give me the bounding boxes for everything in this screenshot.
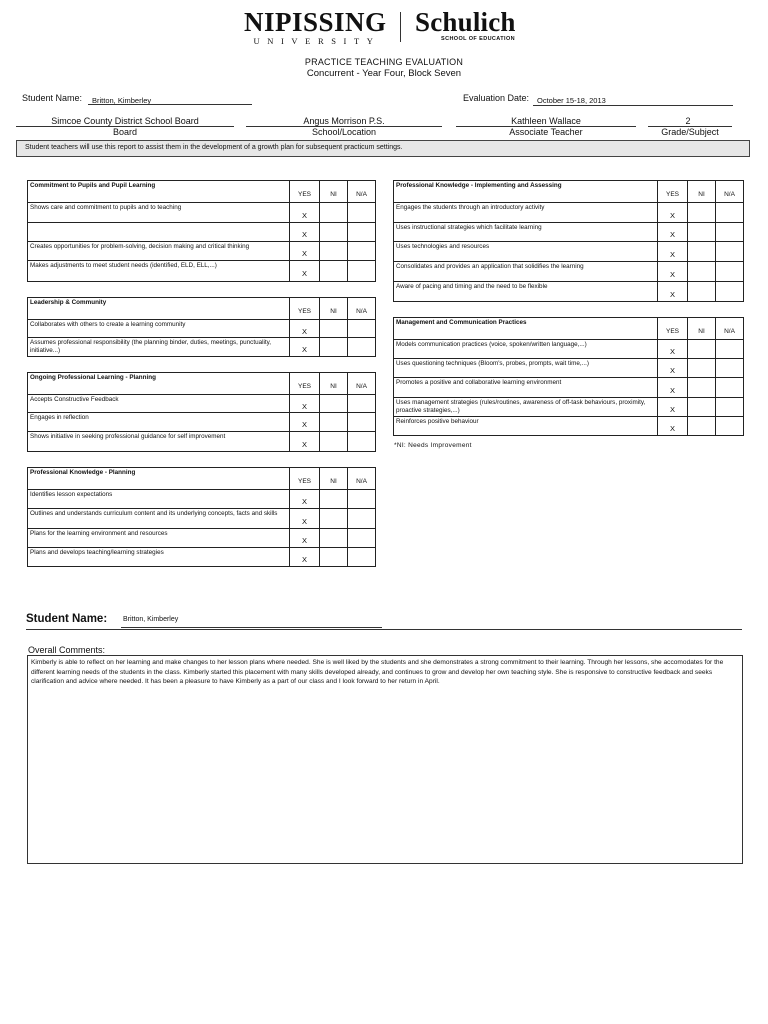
- table-header-row: [28, 373, 376, 395]
- column-header-ni: NI: [688, 181, 716, 203]
- rating-cell-na[interactable]: [348, 509, 376, 529]
- rating-cell-na[interactable]: [716, 262, 744, 282]
- rating-cell-na[interactable]: [716, 378, 744, 398]
- rating-cell-na[interactable]: [348, 529, 376, 548]
- rating-cell-ni[interactable]: [320, 432, 348, 452]
- rating-cell-ni[interactable]: [688, 359, 716, 378]
- rating-cell-na[interactable]: [348, 223, 376, 242]
- table-ongoing: [27, 372, 376, 452]
- table-row: [28, 413, 376, 432]
- rating-cell-yes[interactable]: X: [290, 432, 320, 452]
- rating-cell-ni[interactable]: [688, 203, 716, 223]
- rating-cell-yes[interactable]: X: [290, 413, 320, 432]
- summary-student-name-line: [121, 627, 382, 628]
- rating-cell-yes[interactable]: X: [290, 395, 320, 413]
- rating-cell-na[interactable]: [716, 417, 744, 436]
- section-title: Professional Knowledge - Implementing and Assessing: [394, 181, 658, 203]
- associate-value: Kathleen Wallace: [511, 116, 581, 126]
- table-row: [28, 509, 376, 529]
- rating-cell-na[interactable]: [716, 223, 744, 242]
- table-row: [28, 490, 376, 509]
- criterion-text: Promotes a positive and collaborative learning environment: [394, 378, 658, 398]
- evaluation-date-label: Evaluation Date:: [463, 93, 530, 103]
- rating-cell-ni[interactable]: [320, 338, 348, 357]
- section-title: Management and Communication Practices: [394, 318, 658, 340]
- column-header-na: N/A: [716, 181, 744, 203]
- table-row: [28, 432, 376, 452]
- table-leadership: [27, 297, 376, 357]
- rating-cell-ni[interactable]: [320, 529, 348, 548]
- table-row: [28, 395, 376, 413]
- rating-cell-na[interactable]: [716, 203, 744, 223]
- rating-cell-yes[interactable]: X: [290, 320, 320, 338]
- criterion-text: Engages in reflection: [28, 413, 290, 432]
- rating-cell-ni[interactable]: [320, 395, 348, 413]
- column-header-yes: YES: [658, 181, 688, 203]
- table-row: [28, 338, 376, 357]
- table-header-row: [394, 181, 744, 203]
- column-header-na: N/A: [348, 373, 376, 395]
- table-management: [393, 317, 744, 436]
- table-row: [394, 417, 744, 436]
- rating-cell-ni[interactable]: [688, 398, 716, 417]
- table-row: [394, 203, 744, 223]
- nipissing-subtext: UNIVERSITY: [253, 36, 381, 46]
- criterion-text: Consolidates and provides an application that solidifies the learning: [394, 262, 658, 282]
- rating-cell-na[interactable]: [348, 338, 376, 357]
- rating-cell-ni[interactable]: [320, 261, 348, 282]
- table-row: [394, 340, 744, 359]
- criterion-text: Models communication practices (voice, spoken/written language,...): [394, 340, 658, 359]
- rating-cell-na[interactable]: [348, 242, 376, 261]
- column-header-na: N/A: [716, 318, 744, 340]
- column-header-na: N/A: [348, 181, 376, 203]
- criterion-text: [28, 223, 290, 242]
- evaluation-date-line: [533, 105, 733, 106]
- rating-cell-yes[interactable]: X: [658, 398, 688, 417]
- overall-comments-box[interactable]: Kimberly is able to reflect on her learning and make changes to her lesson plans where needed. She is well liked by the students and she demonstrates a strong commitment to their learning. Through her lessons, she accomodates for the different learning needs of the students in the class. Kimberly started this placement with many skills developed already, and continues to grow and develop her own teaching style. She is responsive to constructive feedback and seeks clarification and advice where needed. It has been a pleasure to have Kimberly as a part of our class and I look forward to her return in April.: [27, 655, 743, 864]
- student-name-line: [88, 104, 252, 105]
- grade-value: 2: [685, 116, 691, 126]
- column-header-ni: NI: [320, 373, 348, 395]
- table-row: [28, 320, 376, 338]
- rating-cell-yes[interactable]: X: [658, 417, 688, 436]
- rating-cell-ni[interactable]: [320, 413, 348, 432]
- column-header-na: N/A: [348, 468, 376, 490]
- rating-cell-na[interactable]: [348, 395, 376, 413]
- growth-plan-note: Student teachers will use this report to assist them in the development of a growth plan for subsequent practicum settings.: [16, 140, 750, 157]
- table-planning: [27, 467, 376, 567]
- column-header-yes: YES: [658, 318, 688, 340]
- summary-divider: [26, 629, 742, 630]
- criterion-text: Creates opportunities for problem-solving, decision making and critical thinking: [28, 242, 290, 261]
- criterion-text: Outlines and understands curriculum content and its underlying concepts, facts and skills: [28, 509, 290, 529]
- rating-cell-ni[interactable]: [320, 242, 348, 261]
- column-header-yes: YES: [290, 468, 320, 490]
- summary-student-name-label: Student Name:: [26, 613, 108, 625]
- schulich-logo: [415, 8, 525, 43]
- rating-cell-na[interactable]: [716, 398, 744, 417]
- rating-cell-yes[interactable]: X: [658, 242, 688, 262]
- rating-cell-ni[interactable]: [320, 203, 348, 223]
- criterion-text: Aware of pacing and timing and the need to be flexible: [394, 282, 658, 302]
- criterion-text: Collaborates with others to create a learning community: [28, 320, 290, 338]
- rating-cell-na[interactable]: [716, 282, 744, 302]
- rating-cell-yes[interactable]: X: [290, 548, 320, 567]
- column-header-ni: NI: [320, 468, 348, 490]
- table-row: [394, 359, 744, 378]
- column-header-yes: YES: [290, 373, 320, 395]
- criterion-text: Uses management strategies (rules/routines, awareness of off-task behaviours, proximity, proactive strategies,...): [394, 398, 658, 417]
- criterion-text: Engages the students through an introductory activity: [394, 203, 658, 223]
- table-header-row: [28, 181, 376, 203]
- nipissing-wordmark: NIPISSING: [244, 7, 387, 37]
- column-header-ni: NI: [688, 318, 716, 340]
- rating-cell-ni[interactable]: [320, 548, 348, 567]
- criterion-text: Uses questioning techniques (Bloom's, probes, prompts, wait time,...): [394, 359, 658, 378]
- rating-cell-ni[interactable]: [688, 242, 716, 262]
- rating-cell-ni[interactable]: [688, 340, 716, 359]
- rating-cell-yes[interactable]: X: [290, 509, 320, 529]
- rating-cell-ni[interactable]: [688, 223, 716, 242]
- section-title: Professional Knowledge - Planning: [28, 468, 290, 490]
- board-value: Simcoe County District School Board: [51, 116, 199, 126]
- rating-cell-yes[interactable]: X: [290, 242, 320, 261]
- rating-cell-yes[interactable]: X: [290, 261, 320, 282]
- overall-comments-label: Overall Comments:: [28, 645, 106, 655]
- schulich-subtext: SCHOOL OF EDUCATION: [441, 36, 516, 42]
- criterion-text: Identifies lesson expectations: [28, 490, 290, 509]
- schulich-wordmark: Schulich: [415, 7, 516, 37]
- rating-cell-yes[interactable]: X: [290, 223, 320, 242]
- board-label: Board: [112, 127, 138, 137]
- rating-cell-yes[interactable]: X: [658, 223, 688, 242]
- grade-label: Grade/Subject: [661, 127, 719, 137]
- table-row: [394, 378, 744, 398]
- criterion-text: Accepts Constructive Feedback: [28, 395, 290, 413]
- rating-cell-na[interactable]: [348, 413, 376, 432]
- student-name-label: Student Name:: [22, 93, 83, 103]
- rating-cell-na[interactable]: [716, 340, 744, 359]
- rating-cell-na[interactable]: [348, 548, 376, 567]
- table-row: [394, 223, 744, 242]
- section-title: Ongoing Professional Learning - Planning: [28, 373, 290, 395]
- criterion-text: Shows initiative in seeking professional guidance for self improvement: [28, 432, 290, 452]
- form-subtitle: Concurrent - Year Four, Block Seven: [306, 68, 462, 79]
- table-row: [394, 282, 744, 302]
- rating-cell-ni[interactable]: [320, 490, 348, 509]
- rating-cell-ni[interactable]: [688, 282, 716, 302]
- rating-cell-yes[interactable]: X: [658, 262, 688, 282]
- criterion-text: Shows care and commitment to pupils and to teaching: [28, 203, 290, 223]
- rating-cell-yes[interactable]: X: [290, 338, 320, 357]
- rating-cell-na[interactable]: [348, 261, 376, 282]
- criterion-text: Uses instructional strategies which facilitate learning: [394, 223, 658, 242]
- section-title: Leadership & Community: [28, 298, 290, 320]
- criterion-text: Reinforces positive behaviour: [394, 417, 658, 436]
- logo-divider: [400, 12, 401, 42]
- rating-cell-yes[interactable]: X: [658, 340, 688, 359]
- rating-cell-na[interactable]: [348, 320, 376, 338]
- rating-cell-na[interactable]: [348, 490, 376, 509]
- column-header-ni: NI: [320, 298, 348, 320]
- rating-cell-ni[interactable]: [688, 378, 716, 398]
- rating-cell-na[interactable]: [716, 242, 744, 262]
- rating-cell-na[interactable]: [348, 432, 376, 452]
- section-title: Commitment to Pupils and Pupil Learning: [28, 181, 290, 203]
- table-row: [28, 242, 376, 261]
- table-header-row: [28, 468, 376, 490]
- table-implementing: [393, 180, 744, 302]
- rating-cell-ni[interactable]: [688, 262, 716, 282]
- rating-cell-yes[interactable]: X: [658, 359, 688, 378]
- criterion-text: Plans and develops teaching/learning strategies: [28, 548, 290, 567]
- rating-cell-yes[interactable]: X: [290, 529, 320, 548]
- column-header-na: N/A: [348, 298, 376, 320]
- summary-student-name-value: Britton, Kimberley: [123, 616, 179, 623]
- rating-cell-yes[interactable]: X: [290, 490, 320, 509]
- criterion-text: Makes adjustments to meet student needs (identified, ELD, ELL,...): [28, 261, 290, 282]
- nipissing-logo: [244, 8, 386, 46]
- school-value: Angus Morrison P.S.: [303, 116, 385, 126]
- criterion-text: Uses technologies and resources: [394, 242, 658, 262]
- table-row: [28, 223, 376, 242]
- table-commitment: [27, 180, 376, 282]
- form-title: PRACTICE TEACHING EVALUATION: [304, 57, 464, 67]
- rating-cell-na[interactable]: [716, 359, 744, 378]
- rating-cell-ni[interactable]: [320, 223, 348, 242]
- student-name-value: Britton, Kimberley: [92, 96, 152, 105]
- table-row: [28, 203, 376, 223]
- school-label: School/Location: [311, 127, 377, 137]
- rating-cell-yes[interactable]: X: [658, 378, 688, 398]
- criterion-text: Assumes professional responsibility (the planning binder, duties, meetings, punctuality, initiative...): [28, 338, 290, 357]
- table-row: [28, 261, 376, 282]
- criterion-text: Plans for the learning environment and resources: [28, 529, 290, 548]
- table-header-row: [394, 318, 744, 340]
- rating-cell-na[interactable]: [348, 203, 376, 223]
- rating-cell-yes[interactable]: X: [290, 203, 320, 223]
- column-header-yes: YES: [290, 181, 320, 203]
- associate-label: Associate Teacher: [509, 127, 583, 137]
- table-header-row: [28, 298, 376, 320]
- column-header-yes: YES: [290, 298, 320, 320]
- rating-cell-yes[interactable]: X: [658, 282, 688, 302]
- table-row: [394, 262, 744, 282]
- rating-cell-ni[interactable]: [320, 509, 348, 529]
- column-header-ni: NI: [320, 181, 348, 203]
- ni-footnote: *NI: Needs Improvement: [394, 442, 472, 449]
- table-row: [394, 398, 744, 417]
- table-row: [28, 548, 376, 567]
- rating-cell-yes[interactable]: X: [658, 203, 688, 223]
- evaluation-date-value: October 15-18, 2013: [537, 96, 606, 105]
- rating-cell-ni[interactable]: [688, 417, 716, 436]
- table-row: [394, 242, 744, 262]
- table-row: [28, 529, 376, 548]
- rating-cell-ni[interactable]: [320, 320, 348, 338]
